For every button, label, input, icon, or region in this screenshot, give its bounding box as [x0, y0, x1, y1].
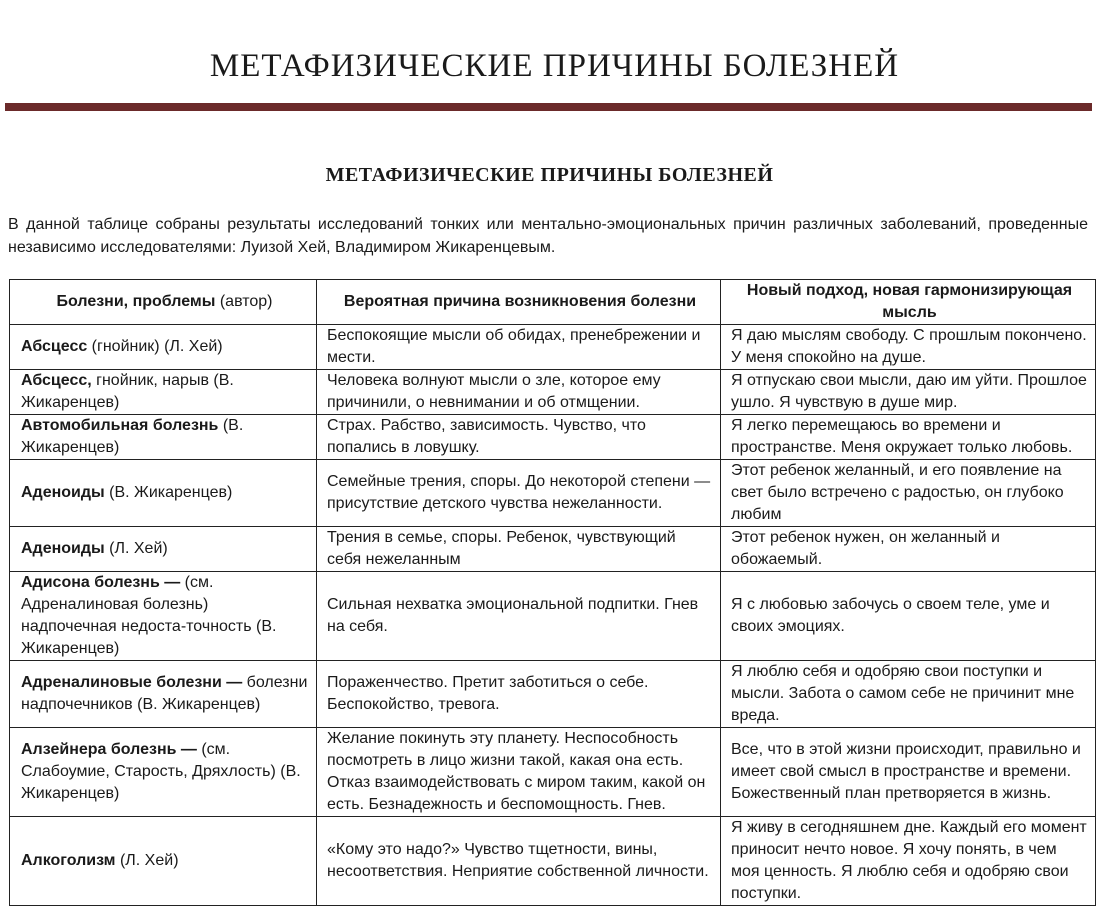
cause-cell: Беспокоящие мысли об обидах, пренебрежении и мести.: [317, 325, 721, 370]
disease-author: (В. Жикаренцев): [21, 417, 244, 456]
cause-cell: Сильная нехватка эмоциональной подпитки. Гнев на себя.: [317, 572, 721, 661]
disease-cell: [10, 370, 317, 415]
cause-cell: Трения в семье, споры. Ребенок, чувствующий себя нежеланным: [317, 527, 721, 572]
cause-cell: Семейные трения, споры. До некоторой степени — присутствие детского чувства нежеланности.: [317, 460, 721, 527]
cause-cell: Человека волнуют мысли о зле, которое ему причинили, о невнимании и об отмщении.: [317, 370, 721, 415]
table-row: [10, 728, 1096, 817]
disease-cell: [10, 728, 317, 817]
new-thought-cell: Я люблю себя и одобряю свои поступки и мысли. Забота о самом себе не причинит мне вреда.: [721, 661, 1096, 728]
new-thought-cell: Я легко перемещаюсь во времени и пространстве. Меня окружает только любовь.: [721, 415, 1096, 460]
disease-name: Аденоиды: [21, 540, 105, 557]
new-thought-cell: Этот ребенок желанный, и его появление на свет было встречено с радостью, он глубоко любим: [721, 460, 1096, 527]
cause-cell: Пораженчество. Претит заботиться о себе. Беспокойство, тревога.: [317, 661, 721, 728]
table-row: [10, 661, 1096, 728]
disease-cell: [10, 460, 317, 527]
table-row: [10, 325, 1096, 370]
disease-cell: [10, 817, 317, 906]
cause-cell: «Кому это надо?» Чувство тщетности, вины, несоответствия. Неприятие собственной личности.: [317, 817, 721, 906]
header-new-thought: Новый подход, новая гармонизирующая мысль: [721, 280, 1096, 325]
disease-author: болезни надпочечников (В. Жикаренцев): [21, 674, 308, 713]
table-header-row: [10, 280, 1096, 325]
disease-name: Алзейнера болезнь —: [21, 741, 197, 758]
disease-name: Абсцесс,: [21, 372, 92, 389]
disease-cell: [10, 572, 317, 661]
disease-cell: [10, 415, 317, 460]
disease-cell: [10, 325, 317, 370]
document-title: МЕТАФИЗИЧЕСКИЕ ПРИЧИНЫ БОЛЕЗНЕЙ: [325, 164, 774, 186]
header-cause: Вероятная причина возникновения болезни: [317, 280, 721, 325]
disease-cell: [10, 527, 317, 572]
new-thought-cell: Этот ребенок нужен, он желанный и обожаемый.: [721, 527, 1096, 572]
intro-paragraph: В данной таблице собраны результаты исследований тонких или ментально-эмоциональных причин различных заболеваний, проведенные независимо исследователями: Луизой Хей, Владимиром Жикаренцевым.: [8, 216, 1088, 256]
disease-causes-table: [9, 279, 1096, 906]
new-thought-cell: Я даю мыслям свободу. С прошлым покончено. У меня спокойно на душе.: [721, 325, 1096, 370]
disease-author: (Л. Хей): [104, 540, 168, 557]
header-disease: [10, 280, 317, 325]
disease-author: (см. Слабоумие, Старость, Дряхлость) (В. Жикаренцев): [21, 741, 301, 802]
table-row: [10, 370, 1096, 415]
new-thought-cell: Я с любовью забочусь о своем теле, уме и своих эмоциях.: [721, 572, 1096, 661]
cause-cell: Желание покинуть эту планету. Неспособность посмотреть в лицо жизни такой, какая она есть. Отказ взаимодействовать с миром таким, какой он есть. Безнадежность и беспомощность. Гнев.: [317, 728, 721, 817]
table-row: [10, 527, 1096, 572]
disease-author: (гнойник) (Л. Хей): [87, 338, 223, 355]
header-disease-label: Болезни, проблемы: [56, 293, 216, 310]
table-row: [10, 460, 1096, 527]
table-row: [10, 415, 1096, 460]
cause-cell: Страх. Рабство, зависимость. Чувство, что попались в ловушку.: [317, 415, 721, 460]
disease-name: Аденоиды: [21, 484, 105, 501]
disease-name: Абсцесс: [21, 338, 88, 355]
new-thought-cell: Я живу в сегодняшнем дне. Каждый его момент приносит нечто новое. Я хочу понять, в чем моя ценность. Я люблю себя и одобряю свои поступки.: [721, 817, 1096, 906]
header-divider: [5, 103, 1092, 111]
disease-author: (см. Адреналиновая болезнь) надпочечная недоста-точность (В. Жикаренцев): [21, 574, 277, 657]
disease-author: (В. Жикаренцев): [104, 484, 233, 501]
new-thought-cell: Я отпускаю свои мысли, даю им уйти. Прошлое ушло. Я чувствую в душе мир.: [721, 370, 1096, 415]
disease-name: Алкоголизм: [21, 852, 116, 869]
page-header-title: МЕТАФИЗИЧЕСКИЕ ПРИЧИНЫ БОЛЕЗНЕЙ: [209, 48, 900, 84]
disease-author: (Л. Хей): [115, 852, 179, 869]
disease-name: Адисона болезнь —: [21, 574, 181, 591]
disease-name: Адреналиновые болезни —: [21, 674, 243, 691]
new-thought-cell: Все, что в этой жизни происходит, правильно и имеет свой смысл в пространстве и времени. Божественный план претворяется в жизнь.: [721, 728, 1096, 817]
header-author-note: (автор): [215, 293, 273, 310]
table-row: [10, 572, 1096, 661]
disease-name: Автомобильная болезнь: [21, 417, 219, 434]
disease-author: гнойник, нарыв (В. Жикаренцев): [21, 372, 234, 411]
disease-cell: [10, 661, 317, 728]
table-row: [10, 817, 1096, 906]
